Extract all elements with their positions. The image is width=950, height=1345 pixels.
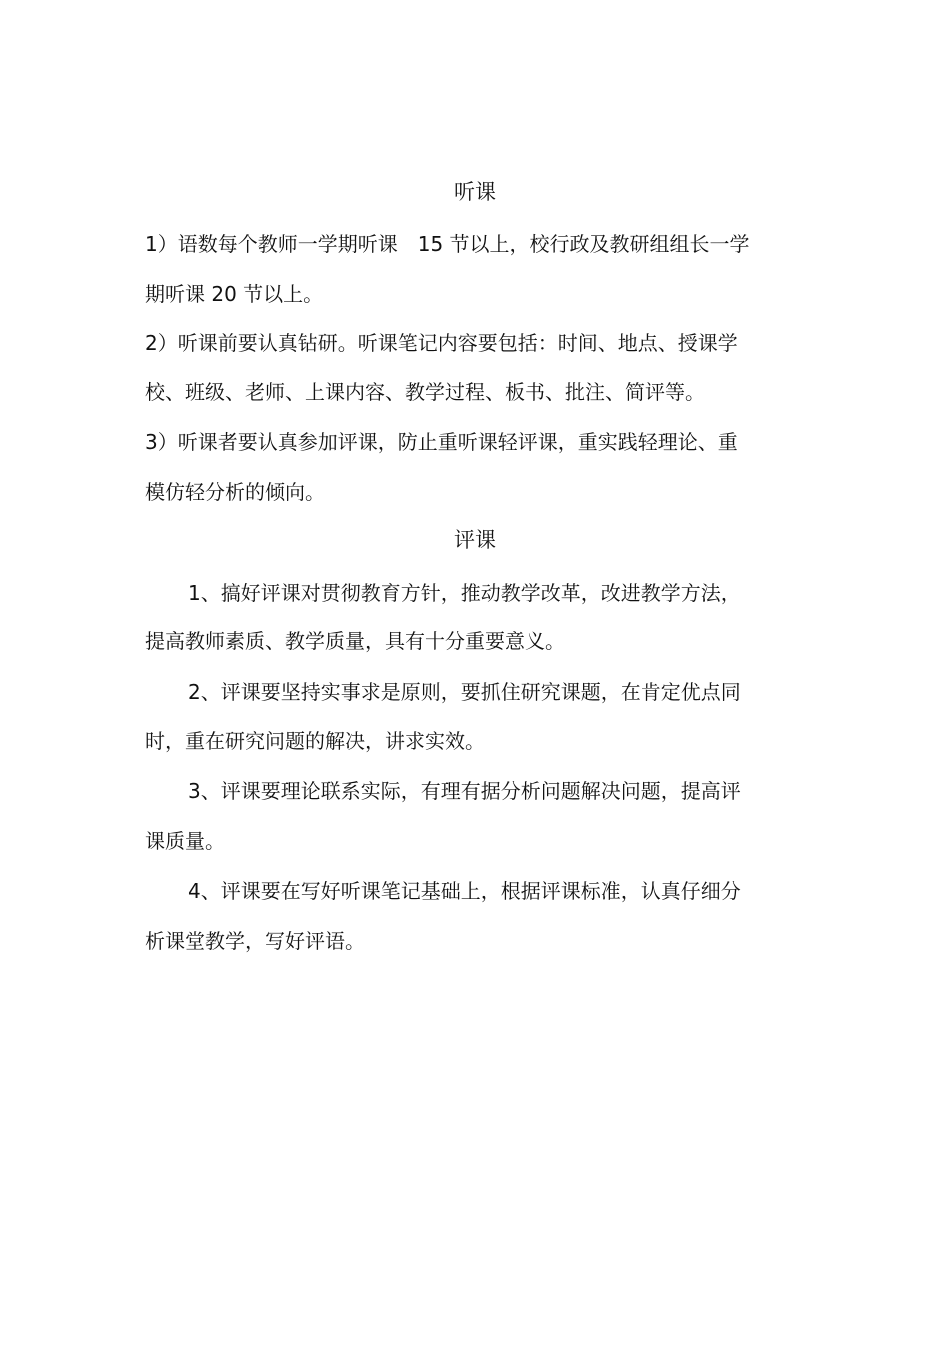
evaluation-rule-3-line-1: 3、评课要理论联系实际，有理有据分析问题解决问题，提高评 bbox=[188, 779, 741, 803]
section-title-evaluation: 评课 bbox=[454, 528, 496, 552]
listening-rule-1-line-2: 期听课 20 节以上。 bbox=[145, 282, 324, 306]
evaluation-rule-3-line-2: 课质量。 bbox=[145, 829, 225, 853]
evaluation-rule-4-line-2: 析课堂教学，写好评语。 bbox=[145, 929, 365, 953]
section-title-listening: 听课 bbox=[454, 180, 496, 204]
evaluation-rule-4-line-1: 4、评课要在写好听课笔记基础上，根据评课标准，认真仔细分 bbox=[188, 879, 741, 903]
listening-rule-3-line-1: 3）听课者要认真参加评课，防止重听课轻评课，重实践轻理论、重 bbox=[145, 430, 738, 454]
evaluation-rule-2-line-1: 2、评课要坚持实事求是原则，要抓住研究课题，在肯定优点同 bbox=[188, 680, 741, 704]
evaluation-rule-2-line-2: 时，重在研究问题的解决，讲求实效。 bbox=[145, 729, 485, 753]
listening-rule-2-line-1: 2）听课前要认真钻研。听课笔记内容要包括：时间、地点、授课学 bbox=[145, 331, 738, 355]
listening-rule-2-line-2: 校、班级、老师、上课内容、教学过程、板书、批注、简评等。 bbox=[145, 380, 705, 404]
listening-rule-3-line-2: 模仿轻分析的倾向。 bbox=[145, 480, 325, 504]
evaluation-rule-1-line-2: 提高教师素质、教学质量，具有十分重要意义。 bbox=[145, 629, 565, 653]
listening-rule-1-line-1: 1）语数每个教师一学期听课 15 节以上，校行政及教研组组长一学 bbox=[145, 232, 750, 256]
evaluation-rule-1-line-1: 1、搞好评课对贯彻教育方针，推动教学改革，改进教学方法， bbox=[188, 581, 741, 605]
